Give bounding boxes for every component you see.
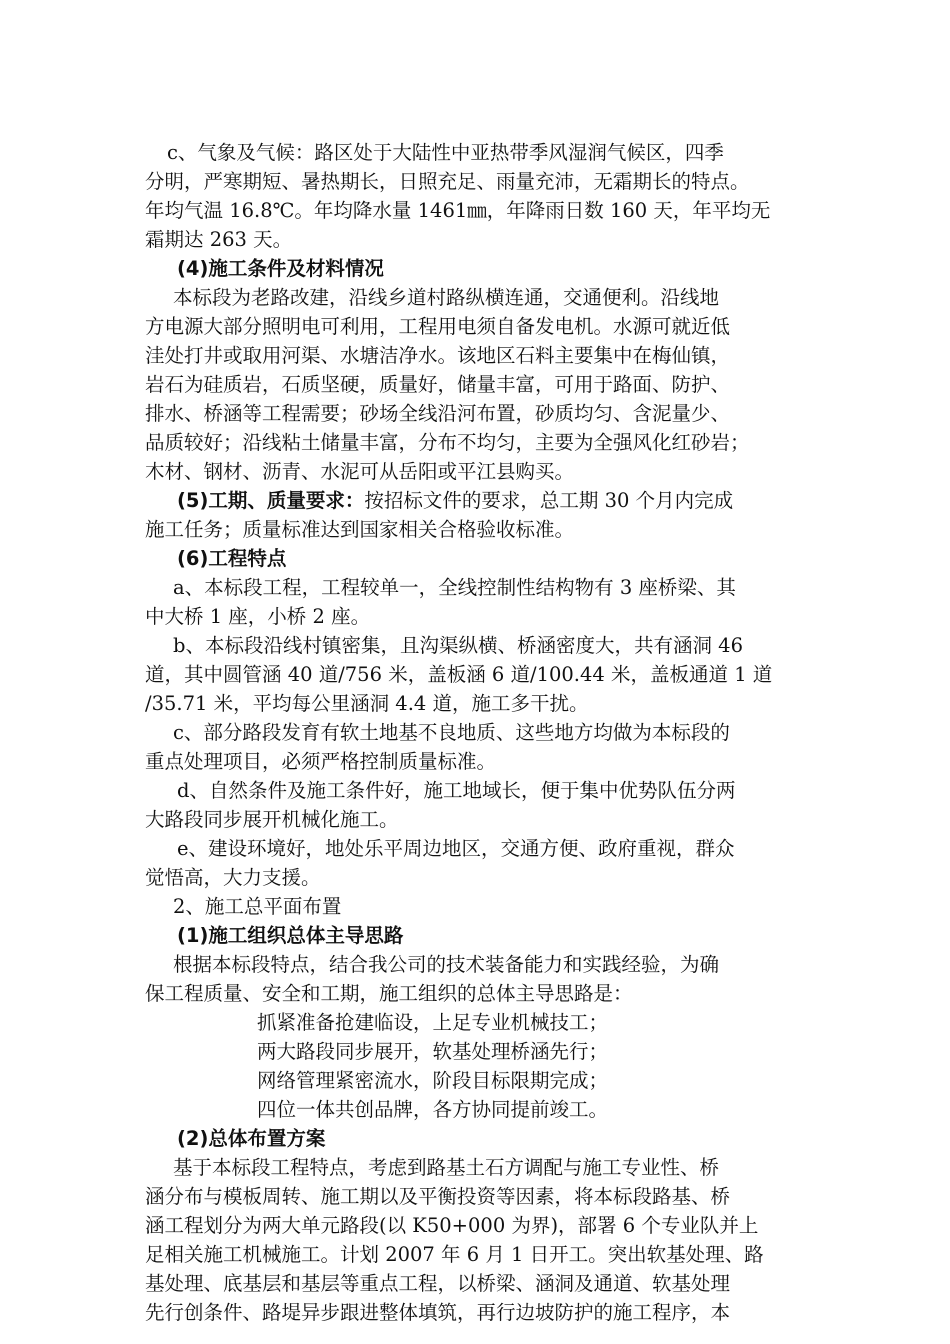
paragraph-line: 方电源大部分照明电可利用，工程用电须自备发电机。水源可就近低 — [145, 315, 731, 338]
paragraph-line: 本标段为老路改建，沿线乡道村路纵横连通，交通便利。沿线地 — [173, 286, 720, 309]
paragraph-line: c、气象及气候：路区处于大陆性中亚热带季风湿润气候区，四季 — [167, 141, 724, 164]
paragraph-line: 中大桥 1 座，小桥 2 座。 — [145, 605, 371, 628]
paragraph-line: 排水、桥涵等工程需要；砂场全线沿河布置，砂质均匀、含泥量少、 — [145, 402, 731, 425]
paragraph-line: 洼处打井或取用河渠、水塘洁净水。该地区石料主要集中在梅仙镇， — [145, 344, 731, 367]
paragraph-text: 按招标文件的要求，总工期 30 个月内完成 — [364, 489, 734, 512]
document-page — [145, 138, 865, 1327]
paragraph-line: b、本标段沿线村镇密集，且沟渠纵横、桥涵密度大，共有涵洞 46 — [173, 634, 743, 657]
section-heading: (1)施工组织总体主导思路 — [177, 924, 404, 947]
paragraph-line: 抓紧准备抢建临设，上足专业机械技工； — [257, 1011, 609, 1034]
paragraph-line: 基处理、底基层和基层等重点工程，以桥梁、涵洞及通道、软基处理 — [145, 1272, 731, 1295]
paragraph-line: 年均气温 16.8℃。年均降水量 1461㎜，年降雨日数 160 天，年平均无 — [145, 199, 771, 222]
section-heading: (2)总体布置方案 — [177, 1127, 326, 1150]
paragraph-line: /35.71 米，平均每公里涵洞 4.4 道，施工多干扰。 — [145, 692, 589, 715]
paragraph-line: 基于本标段工程特点，考虑到路基土石方调配与施工专业性、桥 — [173, 1156, 720, 1179]
paragraph-line: 施工任务；质量标准达到国家相关合格验收标准。 — [145, 518, 575, 541]
paragraph-line: 霜期达 263 天。 — [145, 228, 293, 251]
paragraph-line: 足相关施工机械施工。计划 2007 年 6 月 1 日开工。突出软基处理、路 — [145, 1243, 764, 1266]
paragraph-line: 木材、钢材、沥青、水泥可从岳阳或平江县购买。 — [145, 460, 575, 483]
paragraph-line: 根据本标段特点，结合我公司的技术装备能力和实践经验，为确 — [173, 953, 720, 976]
paragraph-line: 涵工程划分为两大单元路段(以 K50+000 为界)，部署 6 个专业队并上 — [145, 1214, 759, 1237]
paragraph-line: 分明，严寒期短、暑热期长，日照充足、雨量充沛，无霜期长的特点。 — [145, 170, 750, 193]
paragraph-line: 2、施工总平面布置 — [173, 895, 342, 918]
paragraph-line: d、自然条件及施工条件好，施工地域长，便于集中优势队伍分两 — [177, 779, 736, 802]
paragraph-line: 觉悟高，大力支援。 — [145, 866, 321, 889]
paragraph-line: 道，其中圆管涵 40 道/756 米，盖板涵 6 道/100.44 米，盖板通道 1 道 — [145, 663, 773, 686]
section-heading: (4)施工条件及材料情况 — [177, 257, 384, 280]
paragraph-line: 重点处理项目，必须严格控制质量标准。 — [145, 750, 497, 773]
paragraph-line: 先行创条件、路堤异步跟进整体填筑，再行边坡防护的施工程序，本 — [145, 1301, 731, 1324]
paragraph-line: e、建设环境好，地处乐平周边地区，交通方便、政府重视，群众 — [177, 837, 735, 860]
paragraph-line: 两大路段同步展开，软基处理桥涵先行； — [257, 1040, 609, 1063]
paragraph-line: 大路段同步展开机械化施工。 — [145, 808, 399, 831]
paragraph-line: 品质较好；沿线粘土储量丰富，分布不均匀，主要为全强风化红砂岩； — [145, 431, 750, 454]
paragraph-line: 保工程质量、安全和工期，施工组织的总体主导思路是： — [145, 982, 633, 1005]
paragraph-line: 涵分布与模板周转、施工期以及平衡投资等因素，将本标段路基、桥 — [145, 1185, 731, 1208]
paragraph-line: 网络管理紧密流水，阶段目标限期完成； — [257, 1069, 609, 1092]
paragraph-line: 岩石为硅质岩，石质坚硬，质量好，储量丰富，可用于路面、防护、 — [145, 373, 731, 396]
paragraph-line: 四位一体共创品牌，各方协同提前竣工。 — [257, 1098, 609, 1121]
inline-heading: (5)工期、质量要求： — [177, 489, 365, 512]
paragraph-line: c、部分路段发育有软土地基不良地质、这些地方均做为本标段的 — [173, 721, 730, 744]
paragraph-line: a、本标段工程，工程较单一，全线控制性结构物有 3 座桥梁、其 — [173, 576, 736, 599]
paragraph-line — [145, 486, 865, 515]
section-heading: (6)工程特点 — [177, 547, 287, 570]
